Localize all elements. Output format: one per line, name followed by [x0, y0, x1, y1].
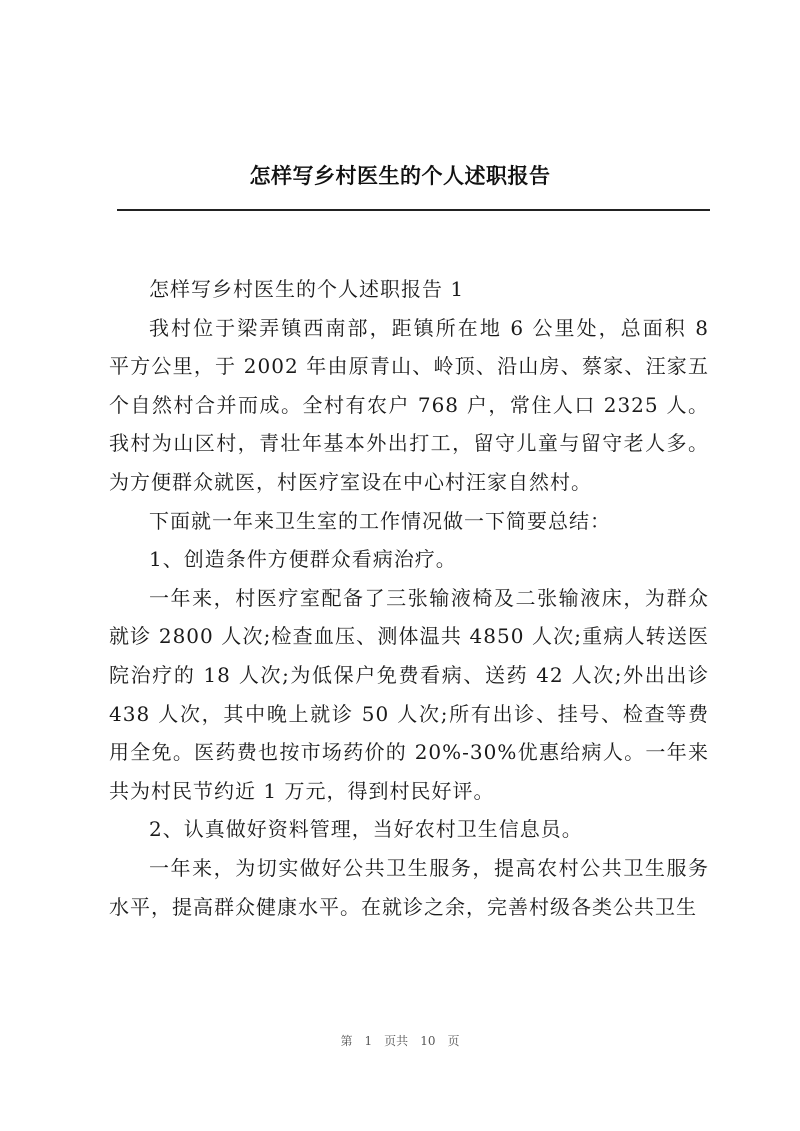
footer-label-total: 页共	[384, 1034, 409, 1048]
item-heading-1: 1、创造条件方便群众看病治疗。	[149, 547, 457, 572]
footer-current-page: 1	[364, 1034, 373, 1048]
document-title: 怎样写乡村医生的个人述职报告	[249, 163, 551, 188]
paragraph-medical-service: 一年来，村医疗室配备了三张输液椅及二张输液床，为群众就诊 2800 人次;检查血压、测体温共 4850 人次;重病人转送医院治疗的 18 人次;为低保户免费看病、送药 42 人次;外出出诊 438 人次，其中晚上就诊 50 人次;所有出诊、挂号、检查等费用全免。医药费也按市场药价的 20%-30%优惠给病人。一年来共为村民节约近 1 万元，得到村民好评。	[109, 585, 709, 803]
footer-total-pages: 10	[420, 1034, 436, 1048]
paragraph-summary-intro: 下面就一年来卫生室的工作情况做一下简要总结：	[149, 508, 611, 533]
footer-label-page: 第	[340, 1034, 353, 1048]
document-body	[109, 270, 709, 926]
section-heading: 怎样写乡村医生的个人述职报告 1	[149, 277, 465, 301]
page-footer	[0, 1032, 800, 1049]
footer-label-unit: 页	[447, 1034, 460, 1048]
title-divider	[117, 209, 710, 211]
paragraph-public-health: 一年来，为切实做好公共卫生服务，提高农村公共卫生服务水平，提高群众健康水平。在就诊之余，完善村级各类公共卫生	[109, 855, 709, 919]
paragraph-village-overview: 我村位于梁弄镇西南部，距镇所在地 6 公里处，总面积 8 平方公里，于 2002 年由原青山、岭顶、沿山房、蔡家、汪家五个自然村合并而成。全村有农户 768 户，常住人口 2325 人。我村为山区村，青壮年基本外出打工，留守儿童与留守老人多。为方便群众就医，村医疗室设在中心村汪家自然村。	[109, 315, 709, 494]
item-heading-2: 2、认真做好资料管理，当好农村卫生信息员。	[149, 817, 583, 842]
